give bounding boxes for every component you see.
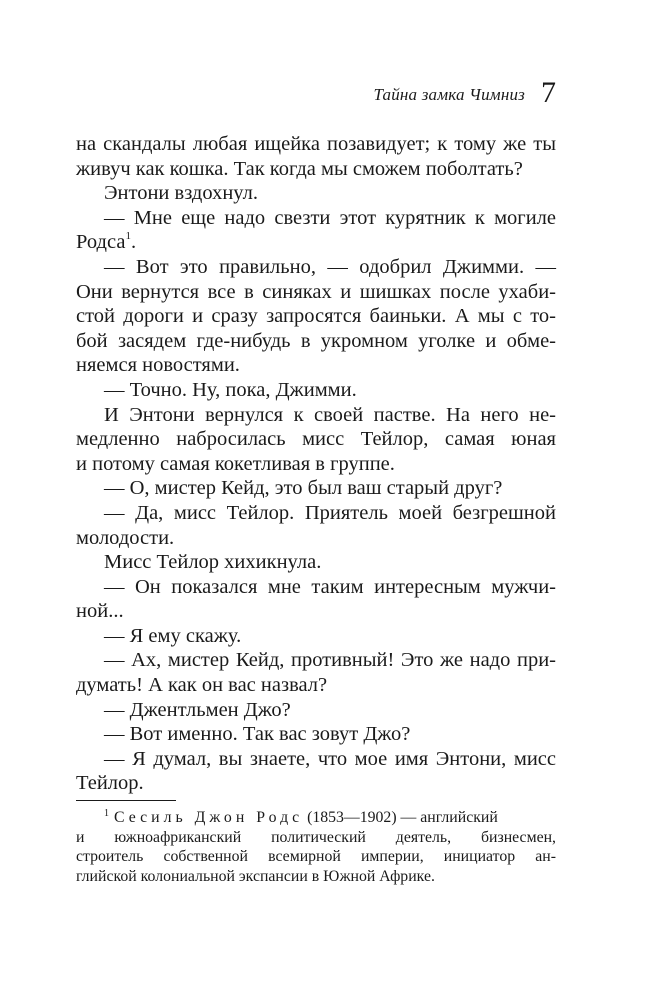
text-line: — Я думал, вы знаете, что мое имя Энтони, мисс: [104, 747, 556, 770]
footnote-line: [76, 808, 556, 828]
rhodes-word: Родса: [76, 231, 126, 254]
text-line: — О, мистер Кейд, это был ваш старый друг?: [104, 477, 503, 500]
text-line: няемся новостями.: [76, 354, 240, 377]
footnote-line: глийской колониальной экспансии в Южной Африке.: [76, 867, 435, 885]
text-line: — Вот это правильно, — одобрил Джимми. —: [104, 255, 556, 278]
text-line: — Да, мисс Тейлор. Приятель моей безгрешной: [104, 501, 556, 524]
text-line: медленно набросилась мисс Тейлор, самая юная: [76, 428, 556, 451]
text-line: думать! А как он вас назвал?: [76, 674, 328, 697]
page-number: 7: [541, 76, 556, 109]
text-line: И Энтони вернулся к своей пастве. На него не-: [104, 403, 556, 426]
running-title: Тайна замка Чимниз: [373, 85, 525, 104]
text-line: [76, 230, 556, 255]
footnote-dates: (1853—1902) — английский: [303, 809, 498, 826]
text-line: молодости.: [76, 526, 175, 549]
footnote-marker: 1: [104, 808, 109, 819]
sentence-period: .: [130, 231, 137, 254]
footnote-line: и южноафриканский политический деятель, бизнесмен,: [76, 828, 556, 846]
running-header: [76, 76, 556, 110]
text-line: — Он показался мне таким интересным мужчи-: [104, 575, 556, 598]
text-line: Мисс Тейлор хихикнула.: [104, 551, 322, 574]
text-line: Тейлор.: [76, 772, 144, 795]
text-line: — Точно. Ну, пока, Джимми.: [104, 378, 357, 401]
text-line: ной...: [76, 600, 124, 623]
text-line: — Вот именно. Так вас зовут Джо?: [104, 723, 411, 746]
text-line: — Я ему скажу.: [104, 624, 242, 647]
text-line: и потому самая кокетливая в группе.: [76, 452, 395, 475]
footnote: [76, 808, 556, 886]
footnote-reference: 1: [125, 230, 131, 243]
text-line: — Ах, мистер Кейд, противный! Это же надо при-: [104, 649, 556, 672]
footnote-person-name: Сесиль Джон Родс: [114, 809, 304, 826]
text-line: живуч как кошка. Так когда мы сможем поболтать?: [76, 157, 523, 180]
text-line: Энтони вздохнул.: [104, 182, 259, 205]
footnote-divider: [76, 800, 176, 801]
text-line: — Мне еще надо свезти этот курятник к могиле: [104, 206, 556, 229]
text-line: на скандалы любая ищейка позавидует; к тому же ты: [76, 133, 556, 155]
text-line: стой дороги и сразу запросятся баиньки. А мы с то-: [76, 305, 556, 328]
text-line: бой засядем где-нибудь в укромном уголке и обме-: [76, 329, 556, 352]
footnote-line: строитель собственной всемирной империи, инициатор ан-: [76, 848, 556, 865]
body-text: [76, 132, 556, 796]
text-line: Они вернутся все в синяках и шишках после ухаби-: [76, 280, 556, 303]
text-line: — Джентльмен Джо?: [104, 698, 291, 721]
